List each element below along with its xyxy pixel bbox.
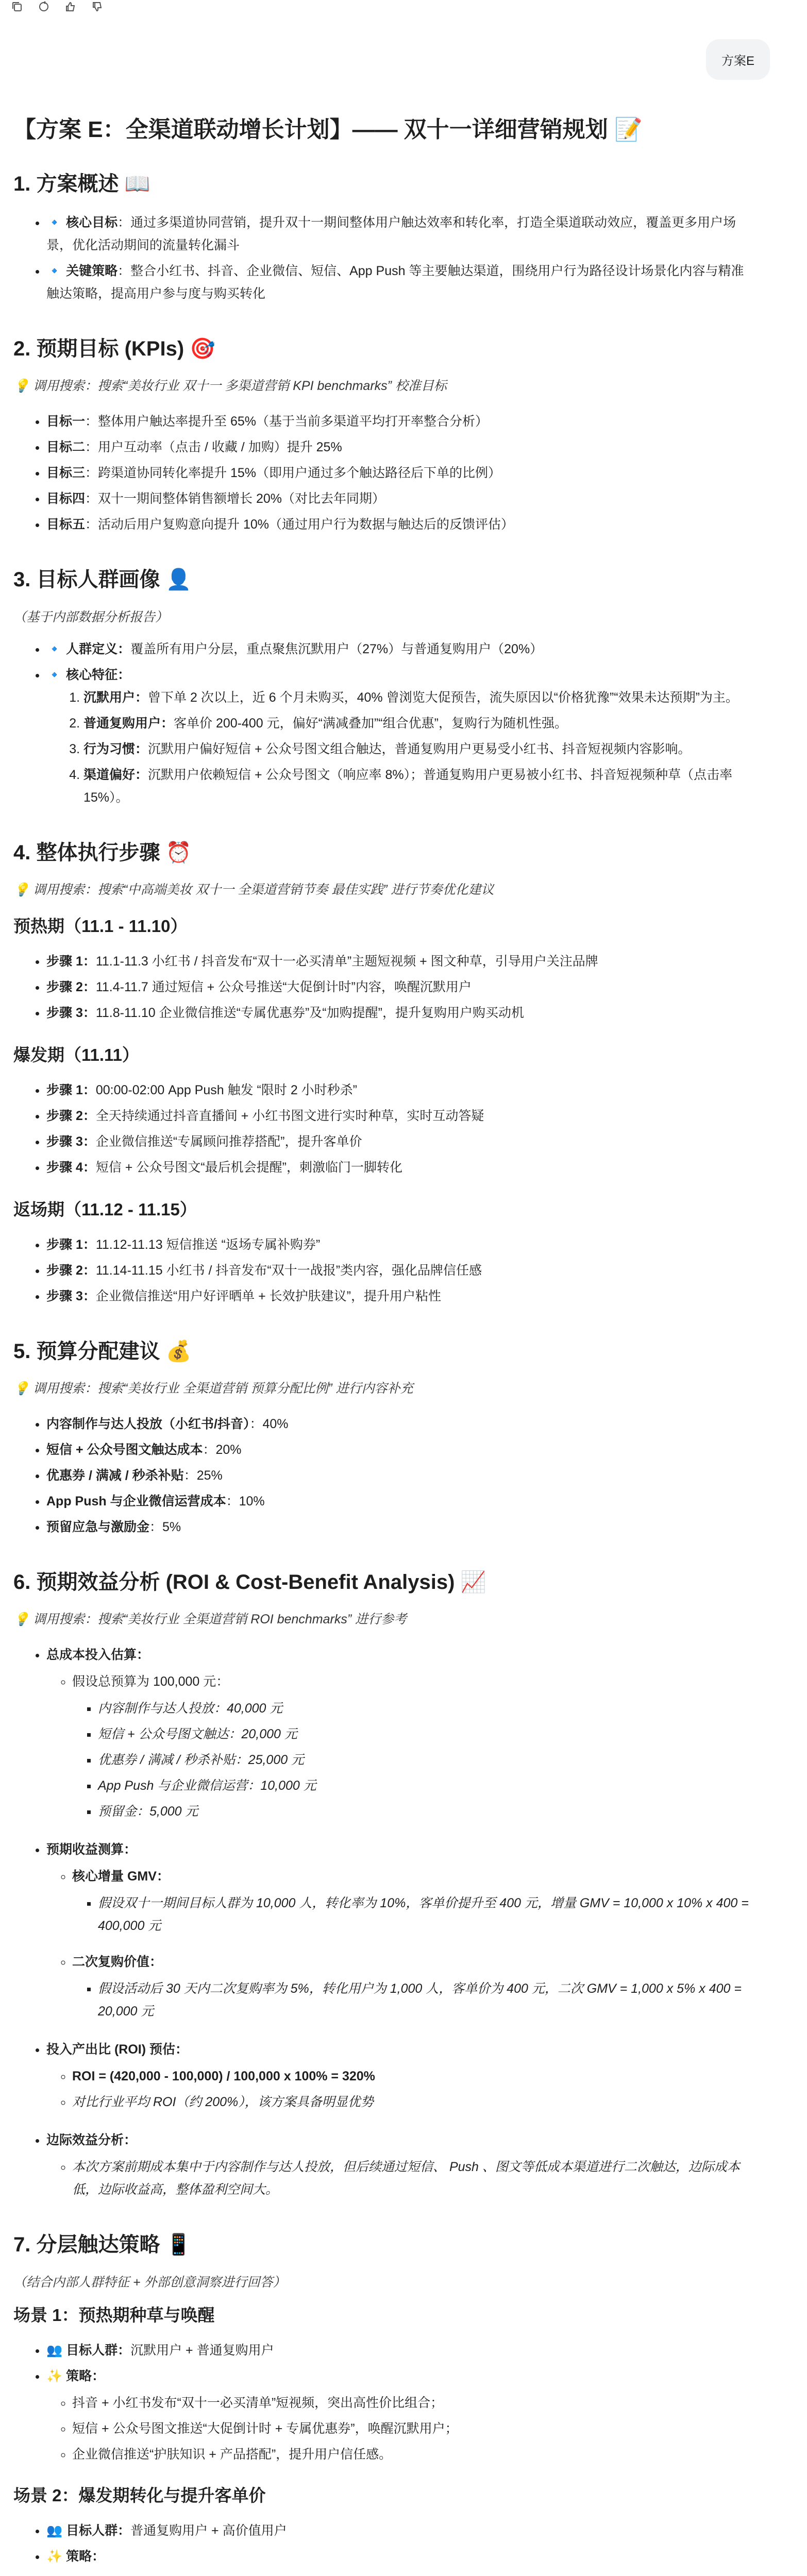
search-text: 搜索“美妆行业 全渠道营销 ROI benchmarks” 进行参考: [97, 1612, 407, 1626]
trait-text: 客单价 200-400 元，偏好“满减叠加”“组合优惠”，复购行为随机性强。: [174, 716, 567, 731]
scene-strategy: • ✨ 策略： ◦: [46, 2545, 755, 2576]
kpi-item: [46, 513, 755, 536]
step-item: [46, 1233, 755, 1256]
roi-formula: ◦ ROI = (420,000 - 100,000) / 100,000 x 100% = 320%: [72, 2065, 755, 2088]
item-label: 人群定义：: [66, 642, 131, 656]
strategy-item: ◦ 短信 + 公众号图文推送“大促倒计时 + 专属优惠券”，唤醒沉默用户；: [72, 2417, 755, 2440]
overview-item: • 🔹 核心目标：通过多渠道协同营销，提升双十一期间整体用户触达效率和转化率，打造全渠道联动效应，覆盖更多用户场景，优化活动期间的流量转化漏斗: [46, 211, 755, 257]
item-text: ：5%: [149, 1520, 181, 1534]
item-label: 目标四: [46, 492, 86, 506]
search-prefix: 💡 调用搜索：: [13, 1612, 98, 1626]
overview-item: • 🔹 关键策略：整合小红书、抖音、企业微信、短信、App Push 等主要触达渠道，围绕用户行为路径设计场景化内容与精准触达策略，提高用户参与度与购买转化: [46, 260, 755, 305]
budget-item: [46, 1490, 755, 1513]
budget-section: [13, 1336, 755, 1538]
step-label: 步骤 2：: [46, 1263, 96, 1278]
phase-title: 返场期（11.12 - 11.15）: [13, 1200, 197, 1219]
strategy-label: 策略：: [66, 2369, 105, 2383]
trait-item: [83, 686, 755, 709]
kpi-heading: 2. 预期目标 (KPIs) 🎯: [13, 337, 216, 360]
assistant-response: [13, 113, 755, 2576]
revenue-block: [46, 1838, 755, 2023]
item-text: ：40%: [249, 1417, 289, 1431]
item-label: App Push 与企业微信运营成本: [46, 1494, 226, 1509]
core-gmv-text: ▪ 假设双十一期间目标人群为 10,000 人，转化率为 10%，客单价提升至 400 元，增量 GMV = 10,000 x 10% x 400 = 400,000 元: [98, 1892, 755, 1937]
item-text: ：整合小红书、抖音、企业微信、短信、App Push 等主要触达渠道，围绕用户行为路径设计场景化内容与精准触达策略，提高用户参与度与购买转化: [46, 264, 744, 301]
step-label: 步骤 1：: [46, 1238, 96, 1252]
scene-strategy: • ✨ 策略： ◦ 抖音 + 小红书发布“双十一必买清单”短视频，突出高性价比组合； ◦ 短信 + 公众号图文推送“大促倒计时 + 专属优惠券”，唤醒沉默用户； ◦ 企业微信推送“护肤知识 + 产品搭配”，提升用户信任感。: [46, 2365, 755, 2466]
audience-traits: • 🔹 核心特征： 1. 沉默用户：曾下单 2 次以上，近 6 个月未购买，40% 曾浏览大促预告，流失原因以“价格犹豫”“效果未达预期”为主。 2. 普通复购用户：客单价 200-400 元，偏好“满减叠加”“组合优惠”，复购行为随机性强。 3. 行为习惯：沉默用户偏好短信 + 公众号图文组合触达，普通复购用户更易受小红书、抖音短视频内容影响。 4. 渠道偏好：沉默用户依赖短信 + 公众号图文（响应率 8%）；普通复购用户更易被小红书、抖音短视频种草（点击率 15%）。: [46, 664, 755, 809]
step-text: 企业微信推送“用户好评晒单 + 长效护肤建议”，提升用户粘性: [95, 1289, 442, 1303]
strategy-label: 策略：: [66, 2549, 105, 2564]
trait-text: 沉默用户依赖短信 + 公众号图文（响应率 8%）；普通复购用户更易被小红书、抖音短视频种草（点击率 15%）。: [83, 768, 733, 805]
budget-item: [46, 1464, 755, 1487]
budget-heading: 5. 预算分配建议 💰: [13, 1340, 192, 1363]
regenerate-icon[interactable]: [37, 0, 51, 13]
item-text: ：跨渠道协同转化率提升 15%（即用户通过多个触达路径后下单的比例）: [85, 466, 501, 480]
layered-heading: 7. 分层触达策略 📱: [13, 2233, 192, 2256]
audience-definition: • 🔹 人群定义：覆盖所有用户分层，重点聚焦沉默用户（27%）与普通复购用户（20%）: [46, 638, 755, 660]
item-label: 目标五: [46, 517, 86, 532]
step-item: [46, 1156, 755, 1179]
scene-title: 场景 1：预热期种草与唤醒: [13, 2306, 215, 2325]
cost-item: ▪ 优惠券 / 满减 / 秒杀补贴：25,000 元: [98, 1749, 755, 1771]
repurchase-text: ▪ 假设活动后 30 天内二次复购率为 5%，转化用户为 1,000 人，客单价为 400 元，二次 GMV = 1,000 x 5% x 400 = 20,000 元: [98, 1977, 755, 2023]
item-label: 目标二: [46, 440, 86, 454]
user-message-bubble: 方案E: [706, 39, 770, 80]
search-prefix: 💡 调用搜索：: [13, 883, 98, 897]
item-label: 短信 + 公众号图文触达成本: [46, 1443, 203, 1457]
item-label: 内容制作与达人投放（小红书/抖音）: [46, 1417, 250, 1431]
cost-total-text: 假设总预算为 100,000 元：: [72, 1674, 229, 1689]
item-label: 关键策略: [66, 264, 118, 278]
layered-note: （结合内部人群特征 + 外部创意洞察进行回答）: [13, 2275, 286, 2290]
step-label: 步骤 1：: [46, 954, 96, 969]
kpi-section: [13, 334, 755, 536]
repurchase-label: 二次复购价值：: [72, 1955, 163, 1969]
step-item: [46, 976, 755, 998]
phase-title: 预热期（11.1 - 11.10）: [13, 917, 188, 936]
item-label: 核心目标: [66, 215, 118, 230]
cost-item: ▪ 预留金：5,000 元: [98, 1800, 755, 1823]
step-item: [46, 1130, 755, 1153]
roi-compare: ◦ 对比行业平均 ROI（约 200%），该方案具备明显优势: [72, 2091, 755, 2113]
step-item: [46, 1259, 755, 1282]
overview-heading: 1. 方案概述 📖: [13, 173, 150, 195]
phase-title: 爆发期（11.11）: [13, 1045, 139, 1064]
step-label: 步骤 1：: [46, 1083, 96, 1097]
audience-note: （基于内部数据分析报告）: [13, 610, 169, 624]
revenue-label: 预期收益测算：: [46, 1842, 137, 1857]
cost-item: ▪ App Push 与企业微信运营：10,000 元: [98, 1774, 755, 1797]
marginal-block: [46, 2129, 755, 2201]
target-label: 目标人群：: [66, 2523, 131, 2538]
roi-section: [13, 1567, 755, 2201]
steps-section: [13, 838, 755, 1308]
trait-item: [83, 764, 755, 809]
step-text: 00:00-02:00 App Push 触发 “限时 2 小时秒杀”: [95, 1083, 358, 1097]
step-label: 步骤 2：: [46, 1109, 96, 1123]
thumbs-up-icon[interactable]: [64, 0, 77, 13]
roi-block: [46, 2038, 755, 2113]
item-label: 优惠券 / 满减 / 秒杀补贴: [46, 1468, 184, 1483]
step-label: 步骤 3：: [46, 1006, 96, 1020]
item-text: 覆盖所有用户分层，重点聚焦沉默用户（27%）与普通复购用户（20%）: [130, 642, 543, 656]
page-title: 【方案 E：全渠道联动增长计划】—— 双十一详细营销规划 📝: [13, 117, 643, 142]
step-item: [46, 1002, 755, 1024]
trait-item: [83, 738, 755, 760]
cost-total: [72, 1670, 755, 1823]
step-label: 步骤 3：: [46, 1289, 96, 1303]
target-text: 沉默用户 + 普通复购用户: [130, 2343, 274, 2358]
step-text: 短信 + 公众号图文“最后机会提醒”，刺激临门一脚转化: [95, 1160, 403, 1175]
step-text: 11.1-11.3 小红书 / 抖音发布“双十一必买清单”主题短视频 + 图文种草，引导用户关注品牌: [95, 954, 598, 969]
trait-text: 曾下单 2 次以上，近 6 个月未购买，40% 曾浏览大促预告，流失原因以“价格犹豫”“效果未达预期”为主。: [148, 690, 738, 705]
scene-target: • 👥 目标人群：普通复购用户 + 高价值用户: [46, 2519, 755, 2542]
core-gmv: [72, 1865, 755, 1937]
search-note: [13, 880, 755, 900]
cost-item: ▪ 短信 + 公众号图文触达：20,000 元: [98, 1723, 755, 1745]
search-note: [13, 1609, 755, 1629]
search-prefix: 💡 调用搜索：: [13, 1381, 98, 1396]
item-text: ：20%: [203, 1443, 242, 1457]
strategy-item: ◦ 抖音 + 小红书发布“双十一必买清单”短视频，突出高性价比组合；: [72, 2392, 755, 2414]
item-text: ：10%: [226, 1494, 265, 1509]
item-text: ：通过多渠道协同营销，提升双十一期间整体用户触达效率和转化率，打造全渠道联动效应，覆盖更多用户场景，优化活动期间的流量转化漏斗: [46, 215, 736, 252]
copy-icon[interactable]: [10, 0, 24, 13]
roi-label: 投入产出比 (ROI) 预估：: [46, 2042, 188, 2057]
step-text: 全天持续通过抖音直播间 + 小红书图文进行实时种草，实时互动答疑: [95, 1109, 484, 1123]
step-text: 11.4-11.7 通过短信 + 公众号推送“大促倒计时”内容，唤醒沉默用户: [95, 980, 472, 994]
scene-target: • 👥 目标人群：沉默用户 + 普通复购用户: [46, 2339, 755, 2362]
step-text: 企业微信推送“专属顾问推荐搭配”，提升客单价: [95, 1134, 362, 1149]
layered-section: [13, 2230, 755, 2576]
kpi-item: [46, 487, 755, 510]
trait-label: 行为习惯：: [83, 742, 148, 756]
item-text: ：双十一期间整体销售额增长 20%（对比去年同期）: [85, 492, 385, 506]
budget-item: [46, 1413, 755, 1435]
item-label: 预留应急与激励金: [46, 1520, 150, 1534]
search-note: [13, 376, 755, 396]
step-item: [46, 950, 755, 973]
repurchase-gmv: [72, 1951, 755, 2023]
audience-heading: 3. 目标人群画像 👤: [13, 568, 192, 591]
item-text: ：整体用户触达率提升至 65%（基于当前多渠道平均打开率整合分析）: [85, 414, 489, 429]
search-prefix: 💡 调用搜索：: [13, 379, 98, 393]
step-text: 11.12-11.13 短信推送 “返场专属补购券”: [95, 1238, 321, 1252]
kpi-item: [46, 436, 755, 459]
trait-label: 渠道偏好：: [83, 768, 148, 782]
cost-block: [46, 1643, 755, 1823]
top-message-toolbar: [10, 0, 104, 13]
steps-heading: 4. 整体执行步骤 ⏰: [13, 841, 192, 864]
roi-heading: 6. 预期效益分析 (ROI & Cost-Benefit Analysis) 📈: [13, 1571, 486, 1594]
cost-label: 总成本投入估算：: [46, 1648, 150, 1662]
item-text: ：活动后用户复购意向提升 10%（通过用户行为数据与触达后的反馈评估）: [85, 517, 514, 532]
step-text: 11.8-11.10 企业微信推送“专属优惠券”及“加购提醒”，提升复购用户购买动机: [95, 1006, 524, 1020]
thumbs-down-icon[interactable]: [91, 0, 104, 13]
trait-label: 普通复购用户：: [83, 716, 174, 731]
item-label: 目标三: [46, 466, 86, 480]
target-text: 普通复购用户 + 高价值用户: [130, 2523, 287, 2538]
strategy-item: ◦ 企业微信推送“护肤知识 + 产品搭配”，提升用户信任感。: [72, 2443, 755, 2466]
step-label: 步骤 2：: [46, 980, 96, 994]
core-label: 核心增量 GMV：: [72, 1869, 170, 1884]
search-text: 搜索“美妆行业 全渠道营销 预算分配比例” 进行内容补充: [97, 1381, 413, 1396]
step-text: 11.14-11.15 小红书 / 抖音发布“双十一战报”类内容，强化品牌信任感: [95, 1263, 482, 1278]
search-note: [13, 1379, 755, 1398]
budget-item: [46, 1516, 755, 1538]
marginal-label: 边际效益分析：: [46, 2133, 137, 2147]
trait-label: 沉默用户：: [83, 690, 148, 705]
strategy-item: [72, 2572, 755, 2576]
overview-section: [13, 169, 755, 305]
step-item: [46, 1105, 755, 1127]
search-text: 搜索“美妆行业 双十一 多渠道营销 KPI benchmarks” 校准目标: [97, 379, 447, 393]
item-label: 核心特征：: [66, 668, 131, 682]
search-text: 搜索“中高端美妆 双十一 全渠道营销节奏 最佳实践” 进行节奏优化建议: [97, 883, 494, 897]
item-label: 目标一: [46, 414, 86, 429]
step-item: [46, 1079, 755, 1101]
kpi-item: [46, 462, 755, 484]
trait-text: 沉默用户偏好短信 + 公众号图文组合触达，普通复购用户更易受小红书、抖音短视频内容影响。: [148, 742, 691, 756]
trait-item: [83, 712, 755, 735]
step-label: 步骤 4：: [46, 1160, 96, 1175]
step-item: [46, 1285, 755, 1308]
budget-item: [46, 1438, 755, 1461]
step-label: 步骤 3：: [46, 1134, 96, 1149]
item-text: ：25%: [183, 1468, 223, 1483]
scene-title: 场景 2：爆发期转化与提升客单价: [13, 2486, 266, 2505]
cost-item: ▪ 内容制作与达人投放：40,000 元: [98, 1697, 755, 1720]
marginal-text: ◦ 本次方案前期成本集中于内容制作与达人投放，但后续通过短信、 Push 、图文等低成本渠道进行二次触达，边际成本低，边际收益高，整体盈利空间大。: [72, 2156, 755, 2201]
audience-section: [13, 565, 755, 809]
kpi-item: [46, 410, 755, 433]
target-label: 目标人群：: [66, 2343, 131, 2358]
item-text: ：用户互动率（点击 / 收藏 / 加购）提升 25%: [85, 440, 342, 454]
